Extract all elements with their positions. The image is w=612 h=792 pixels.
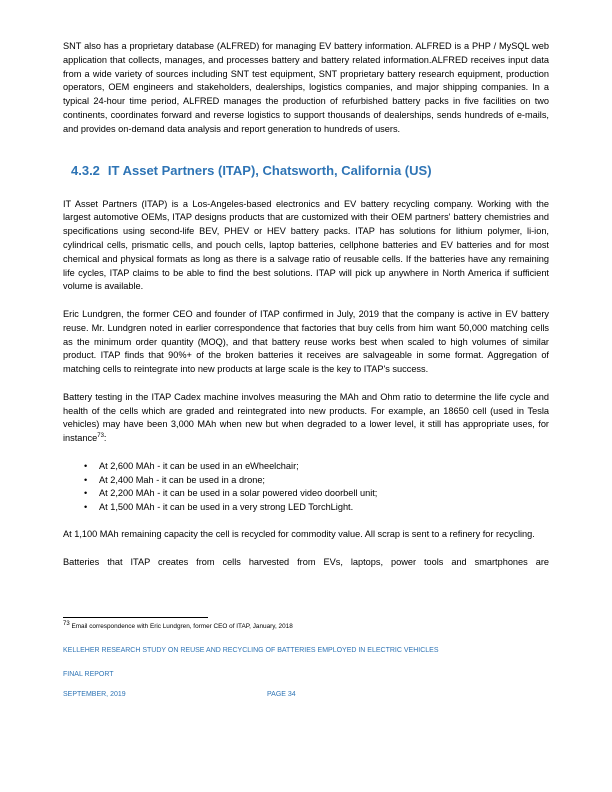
footnote-divider	[63, 617, 208, 618]
paragraph-cadex-text: Battery testing in the ITAP Cadex machine involves measuring the MAh and Ohm ratio to determine the life cycle and health of the cells which are graded and reintegrated into new products. For example, an 18650 cell (used in Tesla vehicles) may have been 3,000 MAh when new but when degraded to a lower level, it still has appropriate uses, for instance	[63, 391, 549, 444]
bullet-icon: •	[84, 502, 88, 513]
list-item: • At 2,400 Mah - it can be used in a drone;	[99, 474, 549, 488]
paragraph-cadex: Battery testing in the ITAP Cadex machine involves measuring the MAh and Ohm ratio to determine the life cycle and health of the cells which are graded and reintegrated into new products. For example, an 18650 cell (used in Tesla vehicles) may have been 3,000 MAh when new but when degraded to a lower level, it still has appropriate uses, for instance$^{73}$:	[63, 391, 549, 444]
footer-date: SEPTEMBER, 2019	[63, 691, 126, 698]
bullet-icon: •	[84, 460, 88, 471]
paragraph-recycle: At 1,100 MAh remaining capacity the cell is recycled for commodity value. All scrap is sent to a refinery for recycling.	[63, 528, 535, 539]
paragraph-alfred: SNT also has a proprietary database (ALFRED) for managing EV battery information. ALFRED is a PHP / MySQL web application that collects, manages, and processes battery and battery related information.ALFRED receives input data from a wide variety of sources including SNT test equipment, SNT proprietary battery research equipment, production operators, OEM engineers and stakeholders, dealerships, logistics companies, and major shipping companies. In a typical 24-hour time period, ALFRED manages the production of refurbished battery packs in five facilities on two continents, coordinates forward and reverse logistics to support thousands of dealerships, sends hundreds of e-mails, and provides on-demand data analysis and report generation to hundreds of users.	[63, 41, 549, 134]
footer-report-label: FINAL REPORT	[63, 671, 114, 678]
capacity-use-list	[63, 460, 549, 515]
section-number: 4.3.2	[71, 162, 100, 178]
footnote-number: 73	[63, 620, 70, 627]
section-heading	[71, 163, 549, 178]
list-item: • At 2,200 MAh - it can be used in a solar powered video doorbell unit;	[99, 487, 549, 501]
footer-study-title: KELLEHER RESEARCH STUDY ON REUSE AND RECYCLING OF BATTERIES EMPLOYED IN ELECTRIC VEHICLES	[63, 647, 439, 654]
paragraph-lundgren: Eric Lundgren, the former CEO and founder of ITAP confirmed in July, 2019 that the company is active in EV battery reuse. Mr. Lundgren noted in earlier correspondence that factories that buy cells from him want 50,000 matching cells as the minimum order quantity (MOQ), and that battery reuse works best when scaled to high volumes of similar product. ITAP finds that 90%+ of the broken batteries it receives are salvageable in some format. Aggregation of matching cells to reintegrate into new products at large scale is the key to ITAP's success.	[63, 308, 549, 375]
paragraph-itap-intro: IT Asset Partners (ITAP) is a Los-Angeles-based electronics and EV battery recycling company. Working with the largest automotive OEMs, ITAP designs products that are customized with their OEM partners' battery chemistries and specifications using second-life BEV, PHEV or HEV battery packs. ITAP has solutions for lithium polymer, li-ion, cylindrical cells, prismatic cells, and pouch cells, laptop batteries, cellphone batteries and EV batteries and for most chemical and physical formats as long as there is a salvage ratio of reusable cells. If the batteries have any remaining life cycles, ITAP claims to be able to find the best solutions. ITAP will pick up anywhere in North America if sufficient volume is available.	[63, 198, 549, 292]
footnote-text: Email correspondence with Eric Lundgren, former CEO of ITAP, January, 2018	[71, 623, 293, 630]
section-title: IT Asset Partners (ITAP), Chatsworth, California (US)	[107, 162, 432, 178]
footnote-reference[interactable]: 73	[97, 433, 104, 440]
bullet-icon: •	[84, 488, 88, 499]
page-body	[63, 40, 549, 583]
footer-date-line	[63, 691, 296, 698]
footer-page-number: PAGE 34	[267, 691, 296, 698]
bullet-icon: •	[84, 474, 88, 485]
list-item: • At 1,500 MAh - it can be used in a very strong LED TorchLight.	[99, 501, 549, 515]
footnote	[63, 620, 293, 630]
paragraph-harvest: Batteries that ITAP creates from cells harvested from EVs, laptops, power tools and smartphones are	[63, 556, 549, 567]
list-item: • At 2,600 MAh - it can be used in an eWheelchair;	[99, 460, 549, 474]
